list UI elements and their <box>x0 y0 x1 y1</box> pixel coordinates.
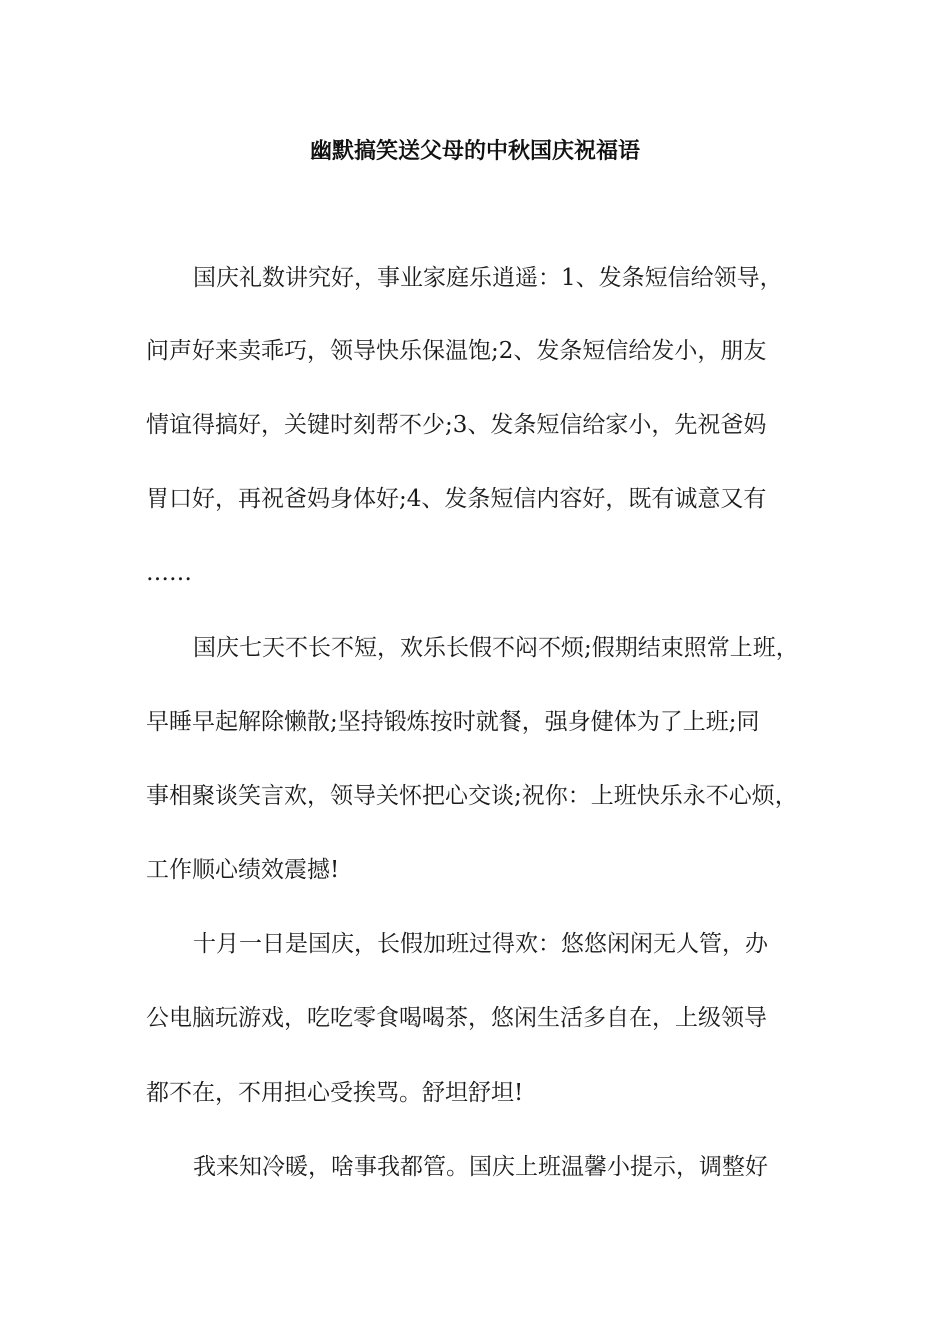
paragraph-3-line-1: 十月一日是国庆，长假加班过得欢：悠悠闲闲无人管，办 <box>193 931 768 957</box>
paragraph-1-line-4: 胃口好，再祝爸妈身体好;4、发条短信内容好，既有诚意又有 <box>146 486 767 512</box>
paragraph-1-line-5: …… <box>146 560 192 586</box>
paragraph-2-line-1: 国庆七天不长不短，欢乐长假不闷不烦;假期结束照常上班， <box>193 635 799 661</box>
paragraph-2-line-4: 工作顺心绩效震撼! <box>146 857 340 883</box>
paragraph-3-line-2: 公电脑玩游戏，吃吃零食喝喝茶，悠闲生活多自在，上级领导 <box>146 1005 767 1031</box>
document-title: 幽默搞笑送父母的中秋国庆祝福语 <box>309 139 640 164</box>
paragraph-1-line-1: 国庆礼数讲究好，事业家庭乐逍遥：1、发条短信给领导， <box>193 265 783 291</box>
paragraph-1-line-3: 情谊得搞好，关键时刻帮不少;3、发条短信给家小，先祝爸妈 <box>146 412 767 438</box>
paragraph-2-line-3: 事相聚谈笑言欢，领导关怀把心交谈;祝你：上班快乐永不心烦， <box>146 783 798 809</box>
paragraph-1-line-2: 问声好来卖乖巧，领导快乐保温饱;2、发条短信给发小，朋友 <box>146 338 767 364</box>
paragraph-4-line-1: 我来知冷暖，啥事我都管。国庆上班温馨小提示，调整好 <box>193 1154 768 1180</box>
paragraph-3-line-3: 都不在，不用担心受挨骂。舒坦舒坦! <box>146 1080 524 1106</box>
paragraph-2-line-2: 早睡早起解除懒散;坚持锻炼按时就餐，强身健体为了上班;同 <box>146 709 760 735</box>
